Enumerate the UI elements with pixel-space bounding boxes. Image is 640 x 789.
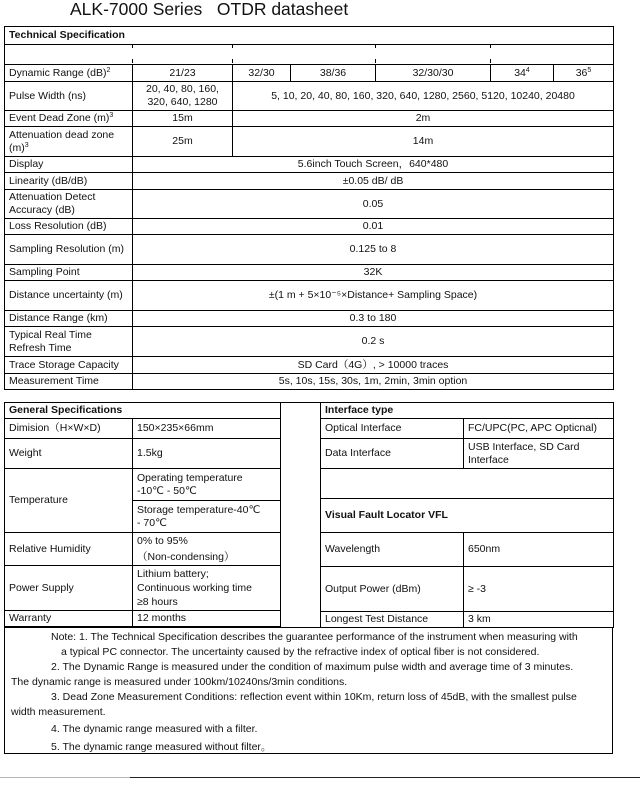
row-label: Trace Storage Capacity: [5, 357, 133, 374]
row-label: Display: [5, 157, 133, 173]
column-tick: [232, 59, 233, 63]
row-value: 150×235×66mm: [133, 419, 281, 439]
table-row: [321, 567, 614, 612]
row-label: Longest Test Distance: [321, 612, 464, 628]
table-row: [5, 469, 281, 501]
row-value: 0.2 s: [133, 327, 614, 357]
row-value: ±(1 m + 5×10⁻⁵×Distance+ Sampling Space): [133, 281, 614, 311]
row-label: Sampling Resolution (m): [5, 235, 133, 265]
row-value: 0.3 to 180: [133, 311, 614, 327]
note-3: 3. Dead Zone Measurement Conditions: reflection event within 10Km, return loss of 45dB, with the smallest pulse: [51, 691, 577, 703]
table-row: [5, 219, 614, 235]
row-value: 0.05: [133, 190, 614, 219]
dynamic-range-value: 32/30/30: [376, 65, 491, 82]
row-label: Warranty: [5, 611, 133, 627]
row-value: 5s, 10s, 15s, 30s, 1m, 2min, 3min option: [133, 374, 614, 390]
row-value: 32K: [133, 265, 614, 281]
row-label: Linearity (dB/dB): [5, 173, 133, 190]
table-row: [5, 311, 614, 327]
row-label: Attenuation Detect Accuracy (dB): [5, 190, 133, 219]
dynamic-range-value: $36^5$: [554, 65, 614, 82]
note-2-cont: The dynamic range is measured under 100km/10240ns/3min conditions.: [11, 676, 348, 688]
dynamic-range-value: $34^4$: [491, 65, 554, 82]
row-label: Data Interface: [321, 439, 464, 469]
row-label: Event Dead Zone $(m)^3$: [5, 111, 133, 127]
general-spec-header: General Specifications: [5, 403, 281, 419]
row-value: Lithium battery; Continuous working time ≥8 hours: [133, 566, 281, 611]
table-row: [5, 566, 281, 611]
table-row: [321, 612, 614, 628]
column-tick: [490, 44, 491, 48]
column-tick: [132, 59, 133, 63]
table-row: [321, 419, 614, 439]
row-value: 12 months: [133, 611, 281, 627]
table-row: [5, 533, 281, 566]
table-row: [5, 82, 614, 111]
attenuation-dead-zone-value-a: 25m: [133, 127, 233, 157]
column-tick: [490, 59, 491, 63]
row-label: Sampling Point: [5, 265, 133, 281]
row-label: Relative Humidity: [5, 533, 133, 566]
note-2: 2. The Dynamic Range is measured under the condition of maximum pulse width and average time of 3 minutes.: [51, 661, 574, 673]
spacer-column: [279, 402, 320, 628]
column-tick: [375, 44, 376, 48]
table-row: [5, 235, 614, 265]
row-label: Power Supply: [5, 566, 133, 611]
notes-section: [4, 627, 613, 754]
row-label: Measurement Time: [5, 374, 133, 390]
table-row: [5, 327, 614, 357]
table-row: [321, 533, 614, 567]
row-label: Attenuation dead zone $(m)^3$: [5, 127, 133, 157]
row-value: ±0.05 dB/ dB: [133, 173, 614, 190]
interface-header: Interface type: [321, 403, 614, 419]
row-value: SD Card（4G）, > 10000 traces: [133, 357, 614, 374]
blank-row: [5, 45, 614, 65]
table-row: [5, 419, 281, 439]
interface-vfl-table: [320, 402, 614, 628]
table-row: [5, 65, 614, 82]
general-spec-table: [4, 402, 281, 627]
page-divider: [130, 777, 640, 778]
row-value: 0.01: [133, 219, 614, 235]
note-3-cont: width measurement.: [11, 706, 106, 718]
table-row: [5, 111, 614, 127]
table-row: [5, 265, 614, 281]
row-label: Optical Interface: [321, 419, 464, 439]
row-value: 0.125 to 8: [133, 235, 614, 265]
note-1-cont: a typical PC connector. The uncertainty caused by the refractive index of optical fiber is not considered.: [61, 646, 540, 658]
row-value: 3 km: [464, 612, 614, 628]
document-title: ALK-7000 Series OTDR datasheet: [70, 0, 349, 19]
row-value: ≥ -3: [464, 567, 614, 612]
column-tick: [232, 44, 233, 48]
dynamic-range-value: 21/23: [133, 65, 233, 82]
operating-temperature: Operating temperature -10℃ - 50℃: [133, 469, 281, 501]
table-row: [321, 439, 614, 469]
row-value: USB Interface, SD Card Interface: [464, 439, 614, 469]
pulse-width-value-a: 20, 40, 80, 160, 320, 640, 1280: [133, 82, 233, 111]
row-label: Typical Real Time Refresh Time: [5, 327, 133, 357]
table-row: [5, 439, 281, 469]
note-4: 4. The dynamic range measured with a filter.: [51, 723, 258, 735]
row-label: Dynamic Range (dB)$^2$: [5, 65, 133, 82]
table-row: [5, 611, 281, 627]
table-row: [5, 190, 614, 219]
table-row: [5, 127, 614, 157]
storage-temperature: Storage temperature-40℃ - 70℃: [133, 501, 281, 533]
row-value: 0% to 95% （Non-condensing）: [133, 533, 281, 566]
column-tick: [375, 59, 376, 63]
row-label: Wavelength: [321, 533, 464, 567]
note-1: Note: 1. The Technical Specification describes the guarantee performance of the instrument when measuring with: [51, 631, 578, 643]
row-label: Temperature: [5, 469, 133, 533]
dynamic-range-value: 38/36: [291, 65, 376, 82]
row-label: Pulse Width (ns): [5, 82, 133, 111]
note-5: 5. The dynamic range measured without filter。: [51, 741, 272, 753]
row-value: 650nm: [464, 533, 614, 567]
table-row: [5, 157, 614, 173]
row-label: Distance Range (km): [5, 311, 133, 327]
page-divider-light: [0, 777, 130, 778]
table-row: [5, 173, 614, 190]
event-dead-zone-value-a: 15m: [133, 111, 233, 127]
row-label: Weight: [5, 439, 133, 469]
table-row: [5, 374, 614, 390]
table-row: [5, 357, 614, 374]
row-value: 1.5kg: [133, 439, 281, 469]
technical-spec-table: [4, 26, 614, 390]
vfl-header: Visual Fault Locator VFL: [321, 499, 614, 533]
technical-spec-header: Technical Specification: [5, 27, 614, 45]
row-value: 5.6inch Touch Screen，640*480: [133, 157, 614, 173]
row-label: Loss Resolution (dB): [5, 219, 133, 235]
row-value: FC/UPC(PC, APC Opticnal): [464, 419, 614, 439]
dynamic-range-value: 32/30: [233, 65, 291, 82]
attenuation-dead-zone-value-b: 14m: [233, 127, 614, 157]
pulse-width-value-b: 5, 10, 20, 40, 80, 160, 320, 640, 1280, 2560, 5120, 10240, 20480: [233, 82, 614, 111]
blank-row: [321, 469, 614, 499]
row-label: Dimision（H×W×D): [5, 419, 133, 439]
row-label: Output Power (dBm): [321, 567, 464, 612]
event-dead-zone-value-b: 2m: [233, 111, 614, 127]
table-row: [5, 281, 614, 311]
row-label: Distance uncertainty (m): [5, 281, 133, 311]
column-tick: [132, 44, 133, 48]
